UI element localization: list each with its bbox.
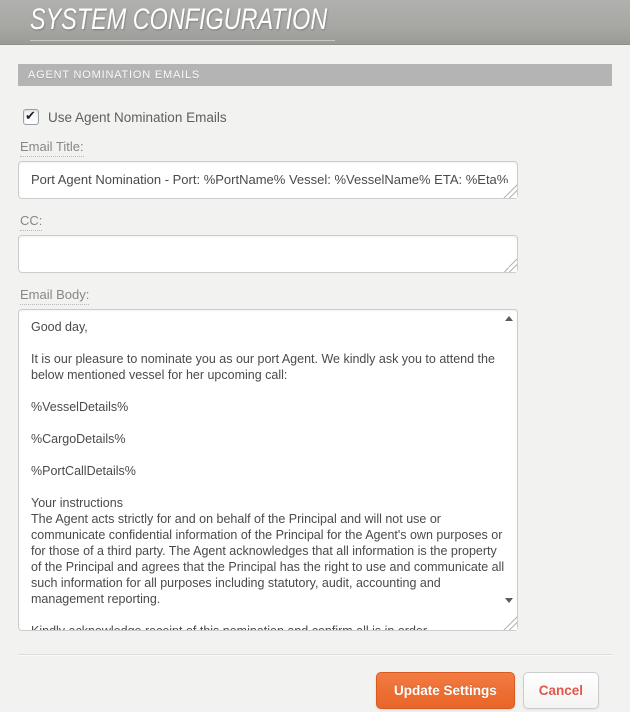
- email-body-wrap: [18, 309, 518, 631]
- cc-label: CC:: [20, 213, 42, 231]
- divider: [18, 654, 612, 655]
- section-header-agent-nomination-emails: [18, 64, 612, 86]
- use-agent-nomination-emails-row: [18, 109, 612, 125]
- cc-field: [18, 211, 612, 273]
- email-body-label: Email Body:: [20, 287, 89, 305]
- page-title: SYSTEM CONFIGURATION: [30, 3, 335, 41]
- section-title: AGENT NOMINATION EMAILS: [28, 69, 201, 81]
- page-header: [0, 0, 630, 45]
- email-body-input[interactable]: [18, 309, 518, 631]
- use-agent-nomination-emails-label: Use Agent Nomination Emails: [48, 109, 227, 125]
- email-title-field: [18, 137, 612, 199]
- email-title-label: Email Title:: [20, 139, 84, 157]
- use-agent-nomination-emails-checkbox[interactable]: [23, 109, 39, 125]
- update-settings-button[interactable]: Update Settings: [376, 672, 515, 709]
- actions-row: [18, 672, 612, 709]
- cc-input[interactable]: [18, 235, 518, 273]
- email-title-input[interactable]: [18, 161, 518, 199]
- cancel-button[interactable]: Cancel: [523, 672, 599, 709]
- email-body-field: [18, 285, 612, 631]
- content: [0, 64, 630, 709]
